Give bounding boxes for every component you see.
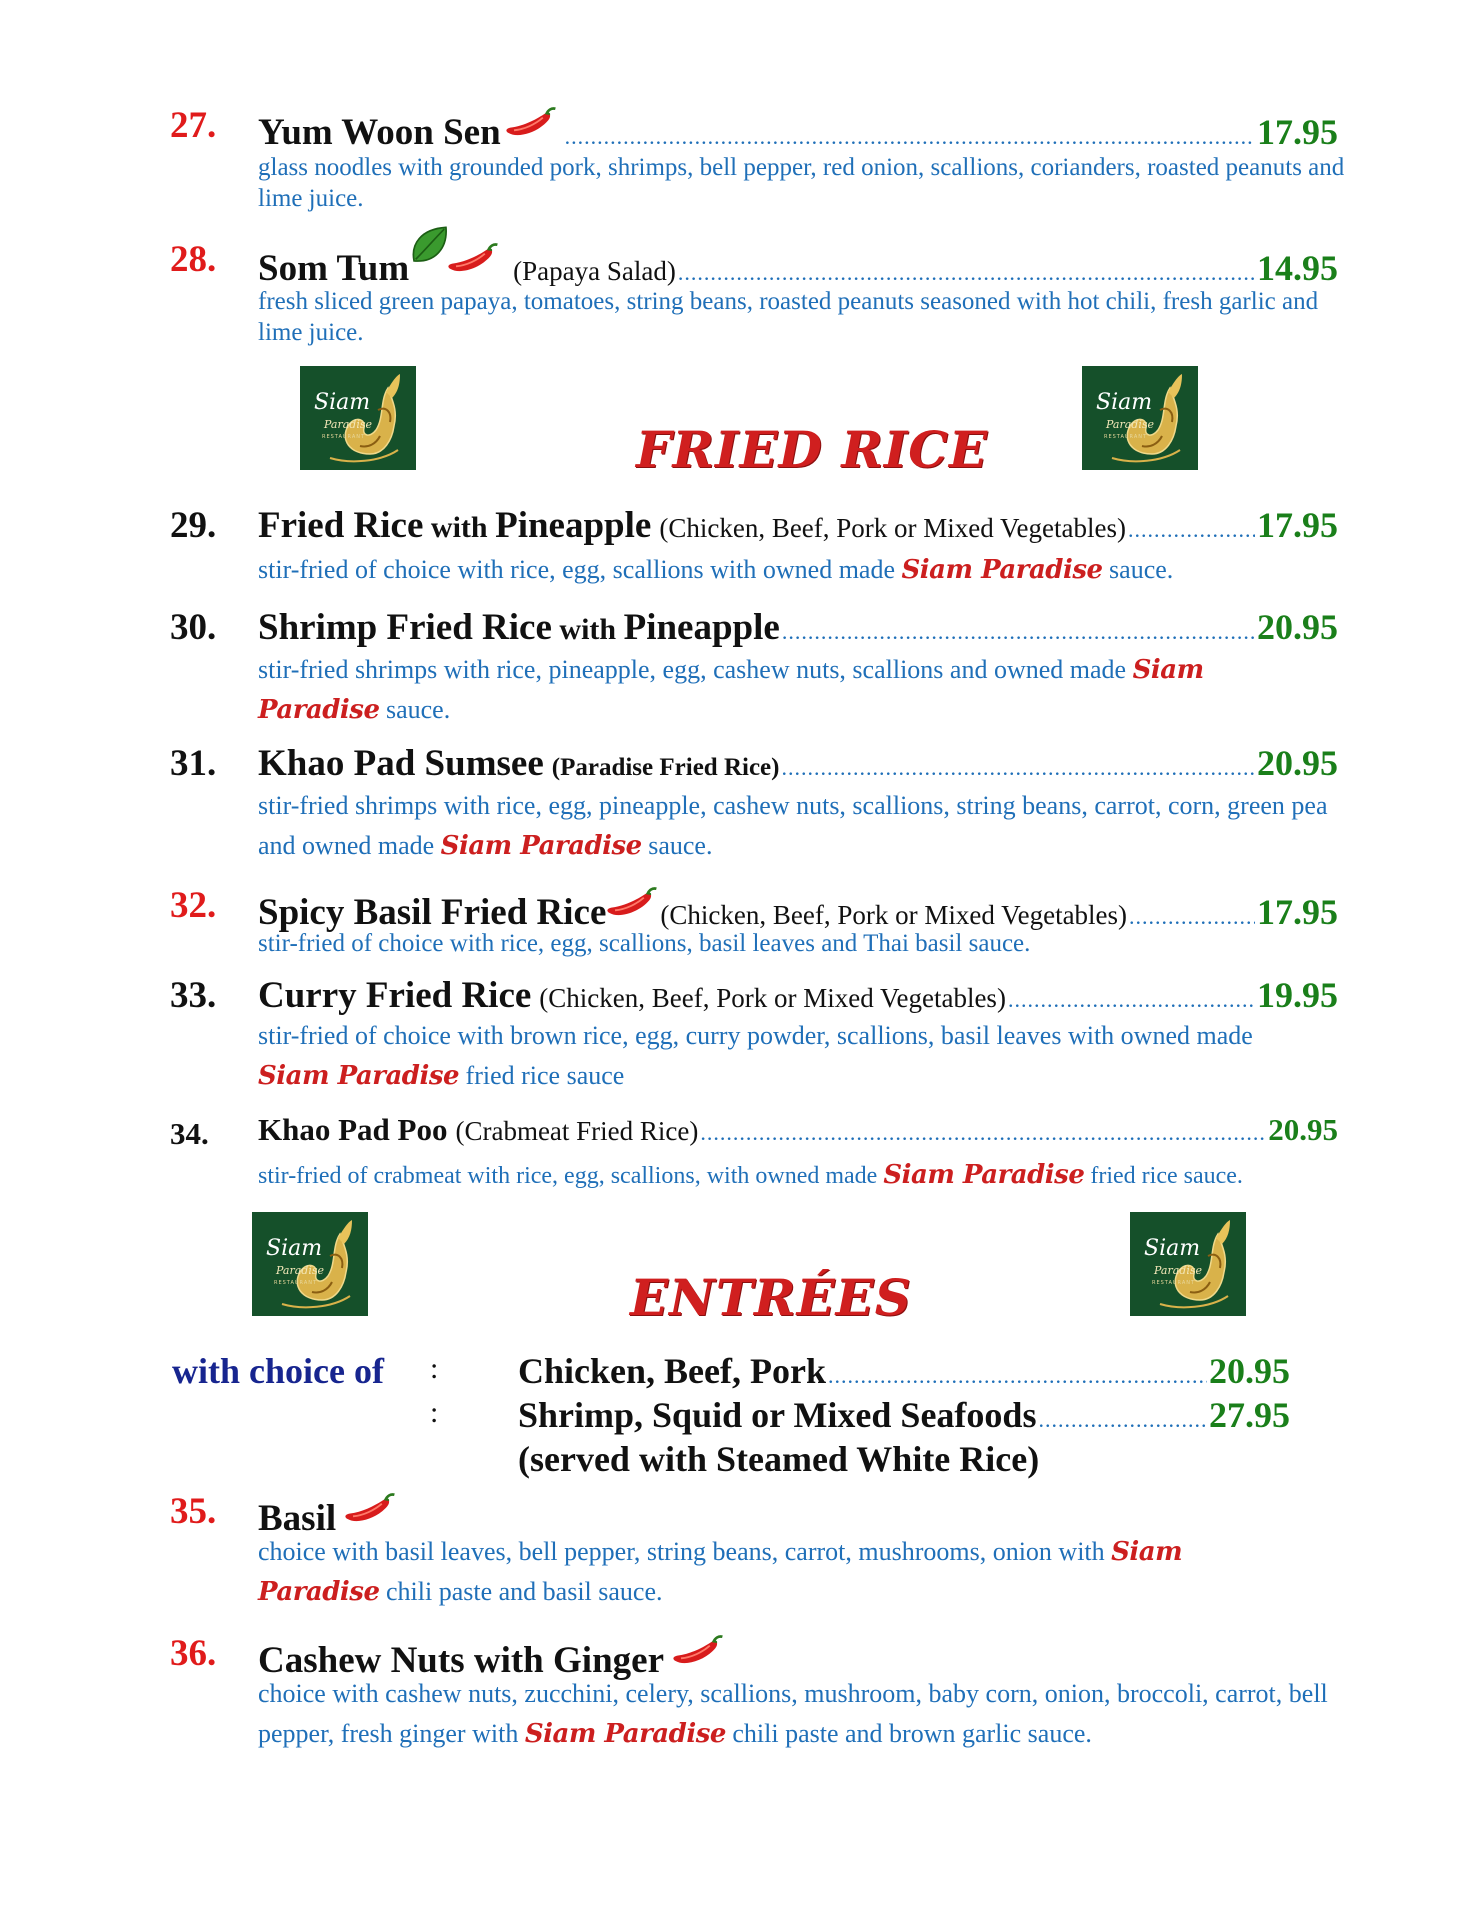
item-number: 32. [170,885,217,926]
item-number: 27. [170,105,217,146]
brand-name: Siam Paradise [524,1719,726,1749]
choice-colon: : [430,1352,439,1385]
item-subtitle: (Crabmeat Fried Rice) [455,1116,699,1146]
leader-dots [565,124,1255,150]
item-description: stir-fried of choice with rice, egg, scallions with owned made Siam Paradise sauce. [258,555,1174,585]
item-price: 17.95 [1257,505,1338,545]
item-name: Cashew Nuts with Ginger [258,1640,664,1681]
item-description: stir-fried of crabmeat with rice, egg, scallions, with owned made Siam Paradise fried rice sauce. [258,1160,1243,1190]
item-name: Yum Woon Sen [258,112,501,153]
chili-icon [344,1490,398,1530]
siam-paradise-logo: Siam Paradise RESTAURANT [1082,366,1198,470]
item-description: choice with cashew nuts, zucchini, celery, scallions, mushroom, baby corn, onion, broccoli, carrot, bell pepper, fresh ginger with Siam Paradise chili paste and brown garlic sauce. [258,1679,1328,1749]
item-description: stir-fried shrimps with rice, egg, pineapple, cashew nuts, scallions, string beans, carrot, corn, green pea and owned made Siam Paradise sauce. [258,791,1328,861]
leader-dots [700,1120,1266,1146]
leader-dots [781,755,1255,781]
chili-icon [606,884,660,924]
item-name: Khao Pad Poo [258,1112,448,1147]
choice-price: 20.95 [1209,1351,1290,1391]
item-number: 31. [170,743,217,784]
item-name: Curry Fried Rice [258,975,532,1016]
brand-name: Siam Paradise [901,555,1103,585]
leader-dots [782,619,1255,645]
siam-paradise-logo: Siam Paradise RESTAURANT [1130,1212,1246,1316]
item-subtitle: (Paradise Fried Rice) [551,754,780,781]
leader-dots [1038,1407,1207,1433]
item-description: glass noodles with grounded pork, shrimps, bell pepper, red onion, scallions, corianders, roasted peanuts and lime juice. [258,154,1345,212]
item-name: Shrimp Fried Rice [258,607,552,648]
leader-dots [1128,517,1255,543]
item-number: 29. [170,505,217,546]
choice-label: with choice of [172,1351,384,1391]
item-number: 36. [170,1633,217,1674]
brand-name: Siam Paradise [883,1160,1085,1190]
brand-name: Siam Paradise [440,831,642,861]
siam-paradise-logo: Siam Paradise RESTAURANT [300,366,416,470]
chili-icon [505,104,559,144]
item-subtitle: (Papaya Salad) [513,256,676,286]
item-price: 17.95 [1257,112,1338,152]
item-name: Spicy Basil Fried Rice [258,892,607,933]
item-number: 33. [170,975,217,1016]
item-number: 30. [170,607,217,648]
item-number: 28. [170,239,217,280]
choice-note: (served with Steamed White Rice) [518,1439,1040,1479]
brand-name: Siam Paradise [258,1061,460,1091]
item-number: 34. [170,1116,209,1151]
item-name: Basil [258,1498,337,1539]
item-price: 17.95 [1257,892,1338,932]
leader-dots [678,260,1255,286]
item-price: 20.95 [1257,743,1338,783]
item-description: stir-fried of choice with rice, egg, scallions, basil leaves and Thai basil sauce. [258,930,1031,957]
choice-price: 27.95 [1209,1395,1290,1435]
choice-colon: : [430,1396,439,1429]
choice-option-meat: Chicken, Beef, Pork ..... 20.95 [518,1350,1290,1394]
item-description: stir-fried of choice with brown rice, egg, curry powder, scallions, basil leaves with owned made Siam Paradise fried rice sauce [258,1021,1253,1091]
item-description: stir-fried shrimps with rice, pineapple, egg, cashew nuts, scallions and owned made Siam Paradise sauce. [258,655,1204,725]
chili-icon [672,1632,726,1672]
item-name: Khao Pad Sumsee [258,743,544,784]
item-name: Fried Rice [258,505,424,546]
item-price: 14.95 [1257,248,1338,288]
item-subtitle: (Chicken, Beef, Pork or Mixed Vegetables) [659,513,1126,543]
chili-icon [447,240,501,280]
item-description: choice with basil leaves, bell pepper, string beans, carrot, mushrooms, onion with Siam Paradise chili paste and basil sauce. [258,1537,1183,1607]
item-price: 20.95 [1257,607,1338,647]
brand-name: Siam Paradise [258,1537,1183,1607]
item-price: 20.95 [1268,1112,1338,1147]
brand-name: Siam Paradise [258,655,1204,725]
item-number: 35. [170,1491,217,1532]
leader-dots [828,1363,1207,1389]
leader-dots [1129,904,1255,930]
item-name: Som Tum [258,248,410,289]
leaf-icon [409,224,451,266]
item-subtitle: (Chicken, Beef, Pork or Mixed Vegetables) [539,983,1006,1013]
item-price: 19.95 [1257,975,1338,1015]
siam-paradise-logo: Siam Paradise RESTAURANT [252,1212,368,1316]
item-subtitle: (Chicken, Beef, Pork or Mixed Vegetables) [660,900,1128,930]
leader-dots [1008,987,1255,1013]
choice-option-seafood: Shrimp, Squid or Mixed Seafoods ..... 27.95 [518,1394,1290,1438]
section-title-fried-rice: FRIED RICE [636,420,989,479]
section-title-entrees: ENTRÉES [630,1268,912,1327]
item-description: fresh sliced green papaya, tomatoes, string beans, roasted peanuts seasoned with hot chili, fresh garlic and lime juice. [258,288,1319,346]
